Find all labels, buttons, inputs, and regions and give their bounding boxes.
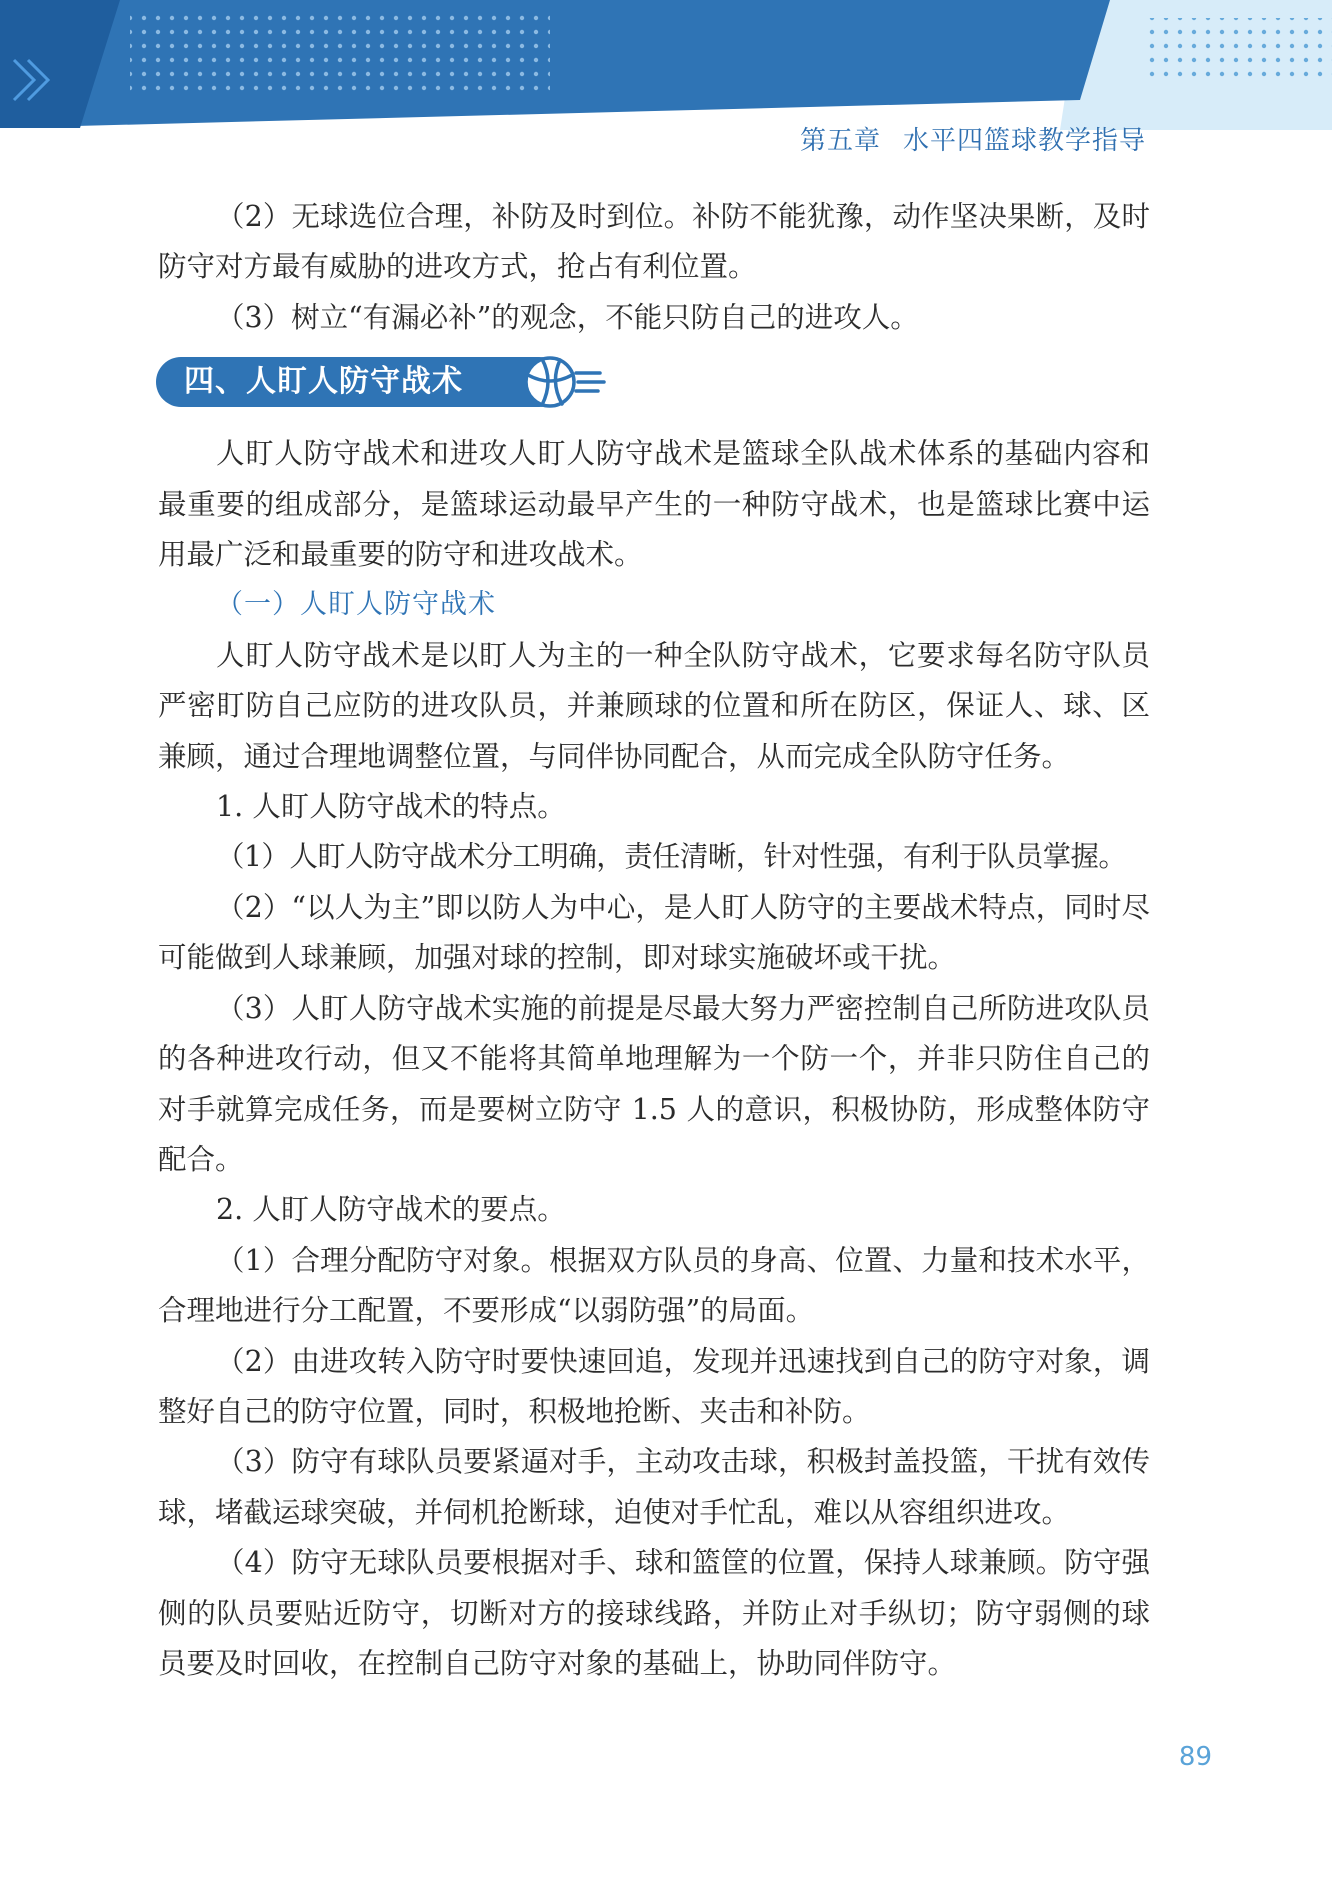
chapter-title: 水平四篮球教学指导 <box>902 126 1146 156</box>
paragraph: （3）树立“有漏必补”的观念，不能只防自己的进攻人。 <box>216 300 919 334</box>
section-title: 四、人盯人防守战术 <box>156 357 564 407</box>
paragraph: 人盯人防守战术和进攻人盯人防守战术是篮球全队战术体系的基础内容和最重要的组成部分，是篮球运动最早产生的一种防守战术，也是篮球比赛中运用最广泛和最重要的防守和进攻战术。 <box>158 437 1150 572</box>
chapter-heading <box>800 120 1146 157</box>
page-content <box>158 192 1150 1689</box>
paragraph: 2. 人盯人防守战术的要点。 <box>216 1193 566 1227</box>
page-number: 89 <box>1178 1742 1212 1772</box>
paragraph: 人盯人防守战术是以盯人为主的一种全队防守战术，它要求每名防守队员严密盯防自己应防的进攻队员，并兼顾球的位置和所在防区，保证人、球、区兼顾，通过合理地调整位置，与同伴协同配合，从而完成全队防守任务。 <box>158 638 1150 773</box>
paragraph: （3）人盯人防守战术实施的前提是尽最大努力严密控制自己所防进攻队员的各种进攻行动，但又不能将其简单地理解为一个防一个，并非只防住自己的对手就算完成任务，而是要树立防守 1.5 人的意识，积极协防，形成整体防守配合。 <box>158 991 1150 1176</box>
paragraph: （1）合理分配防守对象。根据双方队员的身高、位置、力量和技术水平，合理地进行分工配置，不要形成“以弱防强”的局面。 <box>158 1243 1150 1328</box>
paragraph: （2）“以人为主”即以防人为中心，是人盯人防守的主要战术特点，同时尽可能做到人球兼顾，加强对球的控制，即对球实施破坏或干扰。 <box>158 890 1150 975</box>
subsection-title: （一）人盯人防守战术 <box>216 589 496 621</box>
paragraph: （4）防守无球队员要根据对手、球和篮筐的位置，保持人球兼顾。防守强侧的队员要贴近防守，切断对方的接球线路，并防止对手纵切；防守弱侧的球员要及时回收，在控制自己防守对象的基础上，协助同伴防守。 <box>158 1546 1150 1680</box>
paragraph: （2）无球选位合理，补防及时到位。补防不能犹豫，动作坚决果断，及时防守对方最有威胁的进攻方式，抢占有利位置。 <box>158 200 1150 284</box>
section-heading <box>156 351 1150 415</box>
chapter-number: 第五章 <box>799 126 881 156</box>
paragraph: （1）人盯人防守战术分工明确，责任清晰，针对性强，有利于队员掌握。 <box>216 840 1127 874</box>
basketball-icon <box>520 351 606 413</box>
paragraph: 1. 人盯人防守战术的特点。 <box>216 790 566 824</box>
header-banner <box>0 0 1332 130</box>
paragraph: （2）由进攻转入防守时要快速回追，发现并迅速找到自己的防守对象，调整好自己的防守位置，同时，积极地抢断、夹击和补防。 <box>158 1344 1150 1428</box>
paragraph: （3）防守有球队员要紧逼对手，主动攻击球，积极封盖投篮，干扰有效传球，堵截运球突破，并伺机抢断球，迫使对手忙乱，难以从容组织进攻。 <box>158 1445 1150 1529</box>
